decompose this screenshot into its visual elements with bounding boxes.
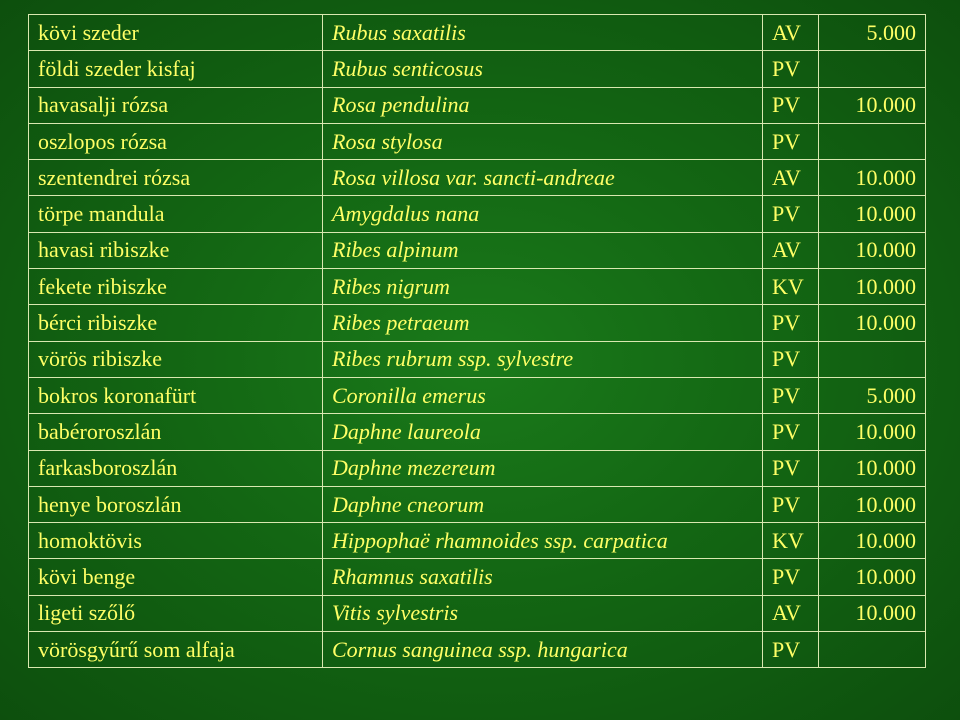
latin-name-cell: Vitis sylvestris [323,595,763,631]
species-table-container [28,14,926,668]
value-cell: 10.000 [819,160,926,196]
status-cell: PV [763,632,819,668]
table-row [29,450,926,486]
table-row [29,523,926,559]
common-name-cell: kövi benge [29,559,323,595]
value-cell: 5.000 [819,377,926,413]
common-name-cell: ligeti szőlő [29,595,323,631]
status-cell: PV [763,341,819,377]
status-cell: PV [763,414,819,450]
value-cell: 10.000 [819,232,926,268]
value-cell [819,51,926,87]
status-cell: KV [763,269,819,305]
species-table [28,14,926,668]
value-cell: 10.000 [819,486,926,522]
status-cell: PV [763,123,819,159]
table-row [29,414,926,450]
table-row [29,269,926,305]
latin-name-cell: Daphne mezereum [323,450,763,486]
table-row [29,486,926,522]
common-name-cell: oszlopos rózsa [29,123,323,159]
table-row [29,123,926,159]
latin-name-cell: Daphne cneorum [323,486,763,522]
value-cell: 5.000 [819,15,926,51]
status-cell: PV [763,486,819,522]
status-cell: AV [763,15,819,51]
common-name-cell: homoktövis [29,523,323,559]
common-name-cell: fekete ribiszke [29,269,323,305]
value-cell [819,632,926,668]
latin-name-cell: Ribes alpinum [323,232,763,268]
table-row [29,341,926,377]
common-name-cell: henye boroszlán [29,486,323,522]
latin-name-cell: Rosa stylosa [323,123,763,159]
status-cell: PV [763,196,819,232]
table-row [29,232,926,268]
latin-name-cell: Ribes petraeum [323,305,763,341]
common-name-cell: bérci ribiszke [29,305,323,341]
value-cell: 10.000 [819,269,926,305]
status-cell: PV [763,51,819,87]
table-row [29,196,926,232]
latin-name-cell: Rosa pendulina [323,87,763,123]
common-name-cell: földi szeder kisfaj [29,51,323,87]
status-cell: AV [763,595,819,631]
value-cell: 10.000 [819,450,926,486]
value-cell: 10.000 [819,559,926,595]
value-cell: 10.000 [819,305,926,341]
common-name-cell: kövi szeder [29,15,323,51]
status-cell: PV [763,450,819,486]
common-name-cell: vörös ribiszke [29,341,323,377]
status-cell: PV [763,305,819,341]
status-cell: PV [763,559,819,595]
table-row [29,595,926,631]
value-cell: 10.000 [819,196,926,232]
latin-name-cell: Rubus saxatilis [323,15,763,51]
status-cell: PV [763,377,819,413]
common-name-cell: vörösgyűrű som alfaja [29,632,323,668]
value-cell: 10.000 [819,414,926,450]
status-cell: PV [763,87,819,123]
status-cell: AV [763,160,819,196]
common-name-cell: babéroroszlán [29,414,323,450]
common-name-cell: havasi ribiszke [29,232,323,268]
common-name-cell: havasalji rózsa [29,87,323,123]
table-row [29,15,926,51]
latin-name-cell: Hippophaë rhamnoides ssp. carpatica [323,523,763,559]
value-cell: 10.000 [819,595,926,631]
latin-name-cell: Rubus senticosus [323,51,763,87]
latin-name-cell: Coronilla emerus [323,377,763,413]
latin-name-cell: Cornus sanguinea ssp. hungarica [323,632,763,668]
status-cell: KV [763,523,819,559]
latin-name-cell: Ribes rubrum ssp. sylvestre [323,341,763,377]
table-row [29,51,926,87]
latin-name-cell: Amygdalus nana [323,196,763,232]
table-row [29,632,926,668]
status-cell: AV [763,232,819,268]
common-name-cell: törpe mandula [29,196,323,232]
value-cell [819,123,926,159]
value-cell: 10.000 [819,523,926,559]
table-row [29,87,926,123]
table-row [29,559,926,595]
table-row [29,160,926,196]
table-row [29,305,926,341]
latin-name-cell: Ribes nigrum [323,269,763,305]
common-name-cell: bokros koronafürt [29,377,323,413]
common-name-cell: farkasboroszlán [29,450,323,486]
value-cell [819,341,926,377]
species-table-body [29,15,926,668]
latin-name-cell: Daphne laureola [323,414,763,450]
common-name-cell: szentendrei rózsa [29,160,323,196]
table-row [29,377,926,413]
value-cell: 10.000 [819,87,926,123]
latin-name-cell: Rosa villosa var. sancti-andreae [323,160,763,196]
latin-name-cell: Rhamnus saxatilis [323,559,763,595]
